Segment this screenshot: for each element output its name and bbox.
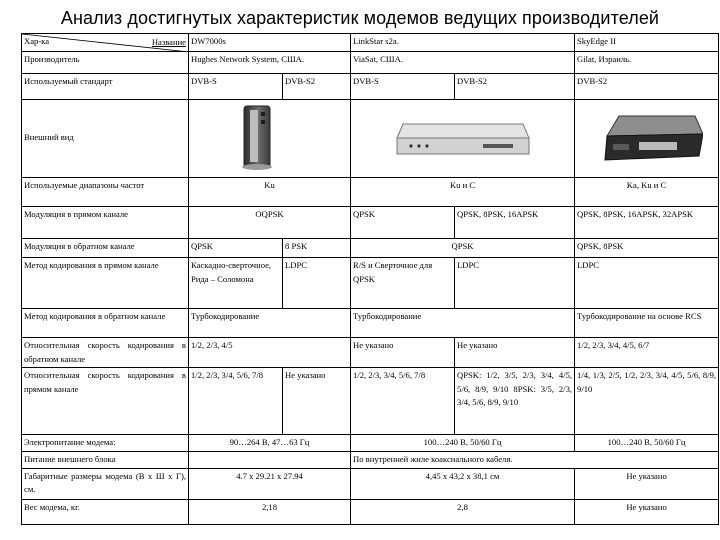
cell-value: Не указано [351,338,455,368]
cell-value: Ka, Ku и C [575,178,719,207]
cell-value: QPSK, 8PSK, 16APSK [455,207,575,239]
cell-value: 8 PSK [283,239,351,258]
cell-value: Турбокодирование на основе RCS [575,309,719,338]
table-row [22,309,719,338]
table-row [22,74,719,100]
table-row [22,338,719,368]
header-model-2: LinkStar s2a. [351,34,575,52]
cell-value: ViaSat, США. [351,52,575,74]
row-label: Питание внешнего блока [22,452,189,469]
cell-value: 1/4, 1/3, 2/5, 1/2, 2/3, 3/4, 4/5, 5/6, 8/9, 9/10 [575,368,719,435]
row-label: Относительная скорость кодирования в обратном канале [22,338,189,368]
cell-value: Не указано [575,499,719,524]
table-row [22,468,719,499]
cell-value: QPSK [351,207,455,239]
header-model-1: DW7000s [189,34,351,52]
row-label: Метод кодирования в обратном канале [22,309,189,338]
cell-value: 2,8 [351,499,575,524]
cell-value: Не указано [455,338,575,368]
cell-value: Не указано [575,468,719,499]
cell-value: LDPC [575,258,719,309]
header-model-3: SkyEdge II [575,34,719,52]
cell-value: 1/2, 2/3, 3/4, 5/6, 7/8 [189,368,283,435]
cell-value: 1/2, 2/3, 3/4, 5/6, 7/8 [351,368,455,435]
cell-value: Ku [189,178,351,207]
table-row [22,207,719,239]
table-row [22,368,719,435]
cell-value: QPSK: 1/2, 3/5, 2/3, 3/4, 4/5, 5/6, 8/9, 9/10 8PSK: 3/5, 2/3, 3/4, 5/6, 8/9, 9/10 [455,368,575,435]
cell-value: 90…264 В, 47…63 Гц [189,435,351,452]
cell-value: Hughes Network System, США. [189,52,351,74]
modem-image-dw7000s [241,104,275,170]
table-row [22,52,719,74]
cell-value: 4,45 x 43,2 x 38,1 см [351,468,575,499]
header-corner-cell [22,34,189,52]
row-label: Относительная скорость кодирования в прямом канале [22,368,189,435]
cell-value: DVB-S2 [283,74,351,100]
cell-value: DVB-S [189,74,283,100]
cell-value: Ku и C [351,178,575,207]
cell-value: 100…240 В, 50/60 Гц [351,435,575,452]
cell-value: QPSK [351,239,575,258]
cell-value: OQPSK [189,207,351,239]
row-label: Габаритные размеры модема (В х Ш х Г), см. [22,468,189,499]
table-row [22,258,719,309]
header-param-label: Хар-ка [24,36,50,46]
comparison-table [21,33,719,525]
cell-value: R/S и Сверточное для QPSK [351,258,455,309]
cell-value: Не указано [283,368,351,435]
cell-value: 2,18 [189,499,351,524]
cell-value: DVB-S2 [575,74,719,100]
cell-value: Каскадно-сверточное, Рида – Соломона [189,258,283,309]
cell-value: 1/2, 2/3, 4/5 [189,338,351,368]
row-label: Вес модема, кг. [22,499,189,524]
row-label: Используемые диапазоны частот [22,178,189,207]
cell-value: 100…240 В, 50/60 Гц [575,435,719,452]
modem-image-cell-1 [189,100,351,178]
cell-value: 4.7 x 29.21 x 27.94 [189,468,351,499]
cell-value: QPSK, 8PSK, 16APSK, 32APSK [575,207,719,239]
cell-empty [189,452,351,469]
page-title: Анализ достигнутых характеристик модемов ведущих производителей [60,8,660,28]
cell-value: QPSK [189,239,283,258]
cell-value: DVB-S2 [455,74,575,100]
cell-value: DVB-S [351,74,455,100]
cell-value: LDPC [455,258,575,309]
row-label: Метод кодирования в прямом канале [22,258,189,309]
modem-image-cell-3 [575,100,719,178]
modem-image-linkstar [391,120,531,160]
cell-value: Турбокодирование [189,309,351,338]
row-label: Модуляция в обратном канале [22,239,189,258]
table-row [22,435,719,452]
row-label: Внешний вид [22,100,189,178]
cell-value: Gilat, Израиль. [575,52,719,74]
table-row [22,239,719,258]
cell-value: Турбокодирование [351,309,575,338]
table-row [22,452,719,469]
cell-value: QPSK, 8PSK [575,239,719,258]
modem-image-cell-2 [351,100,575,178]
row-label: Модуляция в прямом канале [22,207,189,239]
appearance-row [22,100,719,178]
row-label: Электропитание модема: [22,435,189,452]
table-row [22,178,719,207]
modem-image-skyedge [599,112,703,166]
cell-value: 1/2, 2/3, 3/4, 4/5, 6/7 [575,338,719,368]
header-name-label: Название [151,37,186,47]
table-header-row [22,34,719,52]
cell-value: По внутренней жиле коаксиального кабеля. [351,452,719,469]
row-label: Используемый стандарт [22,74,189,100]
row-label: Производитель [22,52,189,74]
cell-value: LDPC [283,258,351,309]
table-row [22,499,719,524]
